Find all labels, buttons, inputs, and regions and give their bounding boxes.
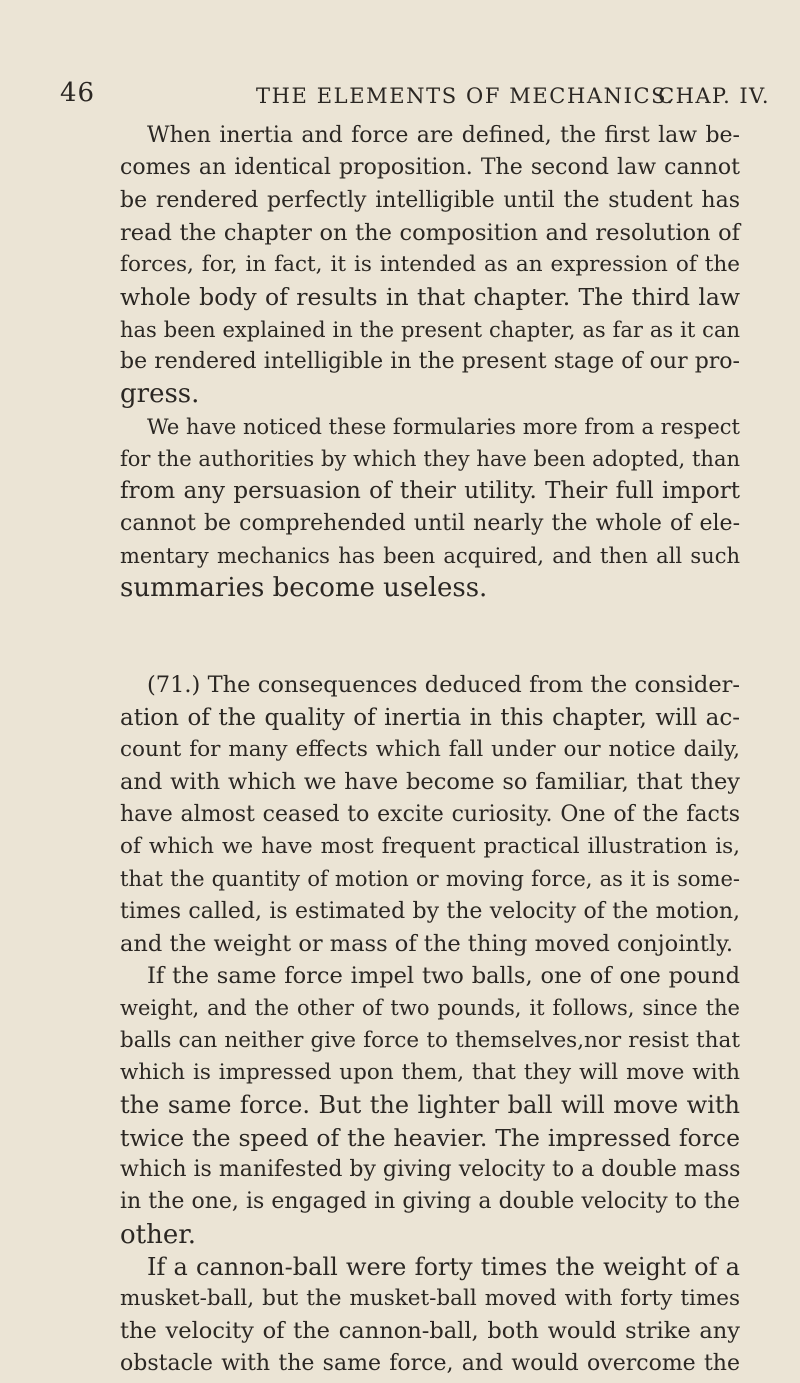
text-line: twice the speed of the heavier. The impressed force [120,1123,740,1152]
text-line: weight, and the other of two pounds, it follows, since the [120,996,740,1021]
running-title: THE ELEMENTS OF MECHANICS. [256,84,675,108]
text-line: the same force. But the lighter ball will move with [120,1091,740,1120]
text-line: which is impressed upon them, that they will move with [120,1060,740,1086]
text-line: read the chapter on the composition and resolution of [120,219,740,246]
text-line: When inertia and force are defined, the first law be- [147,123,740,148]
text-line: forces, for, in fact, it is intended as an expression of the [120,252,740,278]
text-line: be rendered perfectly intelligible until the student has [120,187,740,213]
paragraph-laws [120,120,740,411]
paragraph-cannon-ball [120,1251,740,1380]
text-line: for the authorities by which they have been adopted, than [120,446,740,471]
paragraph-formularies [120,411,740,605]
page-body [120,120,740,1380]
text-line: obstacle with the same force, and would overcome the [120,1350,740,1376]
text-line: has been explained in the present chapter, as far as it can [120,317,740,342]
text-line: ation of the quality of inertia in this chapter, will ac- [120,704,740,731]
text-line: of which we have most frequent practical illustration is, [120,833,740,859]
text-line: that the quantity of motion or moving force, as it is some- [120,867,740,892]
text-line: and the weight or mass of the thing moved conjointly. [120,930,733,957]
chapter-label: CHAP. IV. [658,84,770,108]
text-line: summaries become useless. [120,573,488,604]
text-line: and with which we have become so familiar, that they [120,769,740,796]
page-number: 46 [60,78,96,108]
paragraph-section-71 [120,669,740,960]
text-line: We have noticed these formularies more from a respect [147,414,740,439]
text-line: balls can neither give force to themselves,nor resist that [120,1027,740,1053]
text-line: have almost ceased to excite curiosity. One of the facts [120,801,740,827]
paragraph-two-balls [120,960,740,1251]
text-line: which is manifested by giving velocity to a double mass [120,1156,741,1182]
text-line: times called, is estimated by the velocity of the motion, [120,898,740,924]
text-line: other. [120,1219,197,1250]
text-line: (71.) The consequences deduced from the consider- [147,672,740,699]
text-line: the velocity of the cannon-ball, both would strike any [120,1318,740,1345]
text-line: from any persuasion of their utility. Their full import [120,478,740,505]
text-line: count for many effects which fall under our notice daily, [120,737,740,763]
text-line: If the same force impel two balls, one of one pound [147,963,740,990]
text-line: gress. [120,379,200,410]
text-line: musket-ball, but the musket-ball moved with forty times [120,1286,740,1312]
section-gap [120,604,740,669]
text-line: cannot be comprehended until nearly the whole of ele- [120,510,740,536]
text-line: If a cannon-ball were forty times the weight of a [147,1252,740,1281]
text-line: whole body of results in that chapter. The third law [120,283,740,312]
text-line: in the one, is engaged in giving a double velocity to the [120,1189,740,1215]
text-line: comes an identical proposition. The second law cannot [120,155,740,181]
text-line: be rendered intelligible in the present stage of our pro- [120,349,740,375]
text-line: mentary mechanics has been acquired, and then all such [120,543,740,568]
running-header [60,78,770,118]
